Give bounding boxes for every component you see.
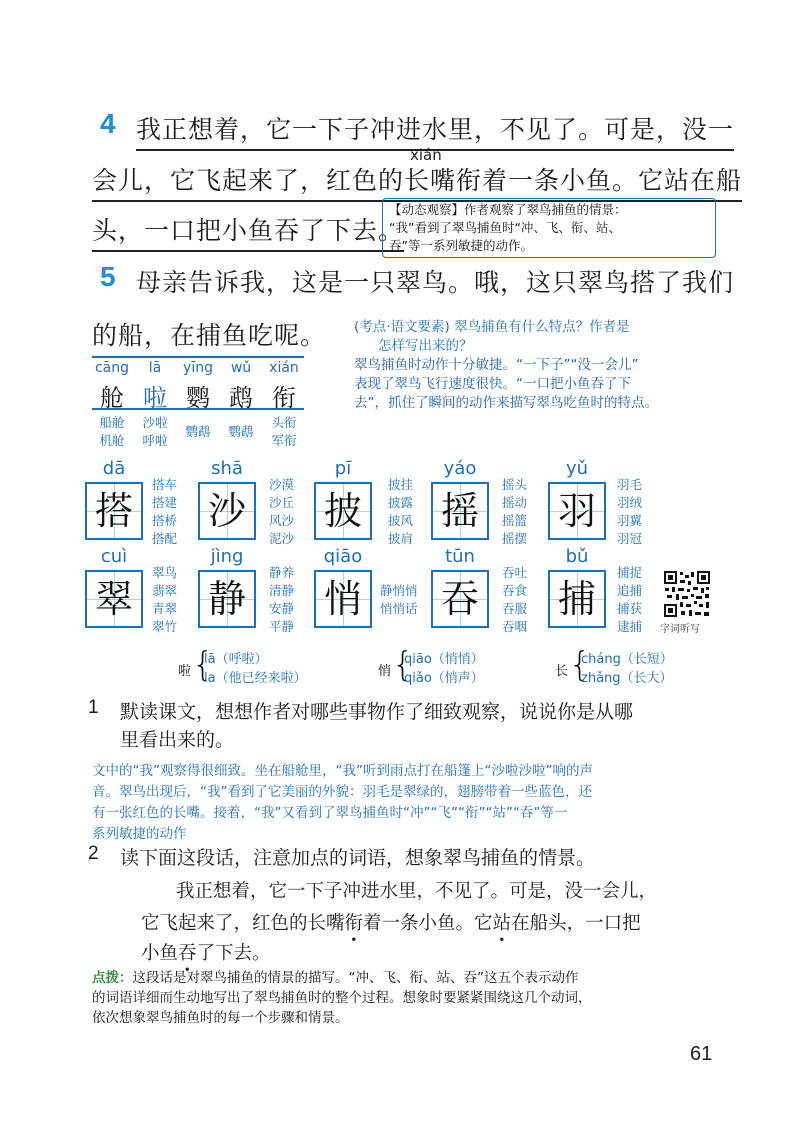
- box-pinyin: yǔ: [565, 458, 589, 479]
- box-word: 静悄悄: [380, 583, 418, 598]
- vocab-word: 军衔: [271, 433, 297, 448]
- polyphone-char: 啦: [178, 664, 192, 679]
- paragraph-number-5: 5: [100, 261, 116, 292]
- char-box: 翠: [85, 570, 143, 628]
- question-2-number: 2: [88, 843, 99, 864]
- box-word: 清静: [269, 583, 295, 598]
- box-words: [388, 476, 413, 548]
- box-word: 披挂: [388, 477, 414, 492]
- box-words: [269, 476, 294, 548]
- question-1-number: 1: [88, 697, 99, 718]
- box-words: [380, 582, 418, 618]
- box-words: [617, 476, 642, 548]
- vocab-character: 衔: [272, 384, 296, 412]
- box-word: 搭车: [152, 477, 178, 492]
- note-line: 去”，抓住了瞬间的动作来描写翠鸟吃鱼时的特点。: [354, 395, 658, 411]
- page-number: 61: [690, 1043, 713, 1065]
- annotation-callout: [382, 198, 716, 258]
- polyphone-reading: lā（呼啦）: [204, 652, 268, 667]
- polyphone-reading: qiāo（悄悄）: [404, 652, 484, 667]
- vocab-character: 啦: [143, 384, 167, 412]
- box-pinyin: yáo: [443, 458, 477, 479]
- qr-code-icon: [663, 570, 711, 618]
- box-pinyin: cuì: [100, 546, 128, 567]
- dotted-word: 站: [492, 913, 512, 934]
- answer-line: 有一张红色的长嘴。接着，“我”又看到了翠鸟捕鱼时“冲”“飞”“衔”“站”“吞”等一: [92, 805, 568, 821]
- polyphone-reading: zhǎng（长大）: [581, 671, 673, 686]
- polyphone-char: 悄: [378, 664, 392, 679]
- box-word: 披风: [388, 513, 414, 528]
- tip-line: [92, 968, 732, 988]
- tip-line: 依次想象翠鸟捕鱼时的每一个步骤和情景。: [92, 1010, 349, 1026]
- quote-text: 着一条小鱼。它: [363, 913, 493, 934]
- vocab-character: 舱: [100, 384, 124, 412]
- vocab-words: [92, 414, 132, 450]
- vocab-words: [135, 414, 175, 450]
- box-word: 吞食: [502, 583, 528, 598]
- paragraph-number-4: 4: [100, 108, 116, 139]
- box-word: 羽冠: [617, 531, 643, 546]
- box-word: 捕获: [617, 601, 643, 616]
- char-box: 羽: [548, 482, 606, 540]
- box-word: 翠鸟: [152, 565, 178, 580]
- vocab-word: 沙啦: [142, 415, 168, 430]
- box-words: [502, 476, 527, 548]
- vocab-character: 鹉: [229, 384, 253, 412]
- box-words: [152, 564, 177, 636]
- quote-text: 它飞起来了，红色的长嘴: [141, 913, 345, 934]
- tip-block: [92, 968, 732, 1028]
- dotted-word: 衔: [344, 913, 364, 934]
- pinyin-xian: xián: [410, 146, 442, 164]
- vocab-words: [264, 414, 304, 450]
- vocab-character: 鹦: [186, 384, 210, 412]
- box-words: [269, 564, 294, 636]
- paragraph-4-line-3: 头，一口把小鱼吞了下去。: [92, 211, 404, 252]
- box-word: 搭配: [152, 531, 178, 546]
- note-line: (考点·语文要素) 翠鸟捕鱼有什么特点？作者是: [354, 319, 630, 335]
- box-word: 摇篮: [502, 513, 528, 528]
- box-word: 悄悄话: [380, 601, 418, 616]
- box-word: 安静: [269, 601, 295, 616]
- box-words: [152, 476, 177, 548]
- paragraph-5-line-1: 母亲告诉我，这是一只翠鸟。哦，这只翠鸟搭了我们: [136, 268, 735, 297]
- vocab-pinyin: wǔ: [230, 360, 252, 376]
- box-word: 风沙: [269, 513, 295, 528]
- box-words: [617, 564, 642, 636]
- polyphone-char: 长: [555, 664, 569, 679]
- vocab-pinyin: cāng: [94, 360, 130, 376]
- brace-icon: {: [569, 645, 591, 685]
- tip-text: 这段话是对翠鸟捕鱼的情景的描写。“冲、飞、衔、站、吞”这五个表示动作: [132, 970, 579, 986]
- quote-line-3: [141, 939, 271, 965]
- callout-line: 【动态观察】作者观察了翠鸟捕鱼的情景：: [389, 202, 627, 217]
- vocab-word: 呼啦: [142, 433, 168, 448]
- vocab-word: 船舱: [99, 415, 125, 430]
- box-word: 羽绒: [617, 495, 643, 510]
- brace-icon: {: [392, 645, 414, 685]
- box-word: 羽毛: [617, 477, 643, 492]
- box-word: 吞咽: [502, 619, 528, 634]
- char-box: 静: [198, 570, 256, 628]
- handwritten-note: [354, 318, 724, 413]
- box-pinyin: bǔ: [565, 546, 589, 567]
- box-word: 捕捉: [617, 565, 643, 580]
- tip-line: 的词语详细而生动地写出了翠鸟捕鱼时的整个过程。想象时要紧紧围绕这几个动词，: [92, 990, 592, 1006]
- qr-label: 字词听写: [660, 624, 700, 635]
- box-word: 羽翼: [617, 513, 643, 528]
- paragraph-4-line-1: 我正想着，它一下子冲进水里，不见了。可是，没一: [136, 110, 734, 151]
- box-word: 披露: [388, 495, 414, 510]
- dotted-word: 吞: [178, 943, 197, 964]
- box-word: 摇动: [502, 495, 528, 510]
- vocab-word: 鹦鹉: [185, 424, 211, 439]
- box-pinyin: jìng: [210, 546, 244, 567]
- box-word: 沙丘: [269, 495, 295, 510]
- brace-icon: {: [192, 645, 214, 685]
- box-word: 翡翠: [152, 583, 178, 598]
- vocab-pinyin: xián: [269, 360, 299, 376]
- question-1-line-2: 里看出来的。: [120, 729, 235, 751]
- callout-line: 吞”等一系列敏捷的动作。: [389, 238, 533, 253]
- quote-text: 了下去。: [196, 943, 271, 964]
- callout-line: “我”看到了翠鸟捕鱼时“冲、飞、衔、站、: [389, 220, 621, 235]
- box-pinyin: shā: [211, 458, 243, 479]
- char-box: 摇: [431, 482, 489, 540]
- paragraph-5-line-2: 的船，在捕鱼吃呢。: [92, 321, 327, 350]
- box-word: 平静: [269, 619, 295, 634]
- polyphone-reading: qiǎo（悄声）: [404, 671, 484, 686]
- question-1-answer: [92, 761, 732, 845]
- box-word: 搭建: [152, 495, 178, 510]
- box-pinyin: dā: [102, 458, 126, 479]
- tip-label: 点拨：: [92, 970, 133, 986]
- box-pinyin: qiāo: [323, 546, 363, 567]
- box-word: 搭桥: [152, 513, 178, 528]
- vocab-words: [178, 423, 218, 441]
- quote-line-2: [141, 909, 641, 935]
- box-word: 披肩: [388, 531, 414, 546]
- char-box: 吞: [431, 570, 489, 628]
- box-word: 翠竹: [152, 619, 178, 634]
- char-box: 沙: [198, 482, 256, 540]
- polyphone-reading: la（他已经来啦）: [204, 671, 307, 686]
- vocab-top-rule: [92, 356, 304, 358]
- box-word: 吞服: [502, 601, 528, 616]
- box-pinyin: pī: [334, 458, 352, 479]
- char-box: 披: [314, 482, 372, 540]
- vocab-words: [221, 423, 261, 441]
- answer-line: 文中的“我”观察得很细致。坐在船舱里，“我”听到雨点打在船篷上“沙啦沙啦”响的声: [92, 763, 593, 779]
- quote-text: 小鱼: [141, 943, 179, 964]
- box-word: 摇摆: [502, 531, 528, 546]
- question-2-text: 读下面这段话，注意加点的词语，想象翠鸟捕鱼的情景。: [120, 847, 596, 869]
- box-word: 追捕: [617, 583, 643, 598]
- box-pinyin: tūn: [445, 546, 475, 567]
- quote-line-1: 我正想着，它一下子冲进水里，不见了。可是，没一会儿，: [176, 881, 658, 902]
- qr-code[interactable]: [663, 570, 711, 618]
- vocab-word: 鹦鹉: [228, 424, 254, 439]
- note-line: 翠鸟捕鱼时动作十分敏捷。“一下子”“没一会儿”: [354, 357, 639, 373]
- answer-line: 音。翠鸟出现后，“我”看到了它美丽的外貌：羽毛是翠绿的，翅膀带着一些蓝色，还: [92, 784, 592, 800]
- vocab-word: 头衔: [271, 415, 297, 430]
- box-word: 静养: [269, 565, 295, 580]
- box-word: 青翠: [152, 601, 178, 616]
- char-box: 悄: [314, 570, 372, 628]
- box-words: [502, 564, 527, 636]
- box-word: 泥沙: [269, 531, 295, 546]
- box-word: 摇头: [502, 477, 528, 492]
- note-line: 怎样写出来的？: [378, 338, 473, 354]
- answer-line: 系列敏捷的动作: [92, 826, 187, 842]
- box-word: 沙漠: [269, 477, 295, 492]
- char-box: 搭: [85, 482, 143, 540]
- char-box: 捕: [548, 570, 606, 628]
- vocab-pinyin: yīng: [183, 360, 213, 376]
- box-word: 吞吐: [502, 565, 528, 580]
- vocab-word: 机舱: [99, 433, 125, 448]
- quote-text: 在船头，一口把: [511, 913, 641, 934]
- paragraph-4-line-2: 会儿，它飞起来了，红色的长嘴衔着一条小鱼。它站在船: [92, 161, 742, 202]
- vocab-pinyin: lā: [148, 360, 162, 376]
- note-line: 表现了翠鸟飞行速度很快。“一口把小鱼吞了下: [354, 376, 631, 392]
- box-word: 逮捕: [617, 619, 643, 634]
- question-1-line-1: 默读课文，想想作者对哪些事物作了细致观察，说说你是从哪: [120, 701, 634, 723]
- polyphone-reading: cháng（长短）: [581, 652, 673, 667]
